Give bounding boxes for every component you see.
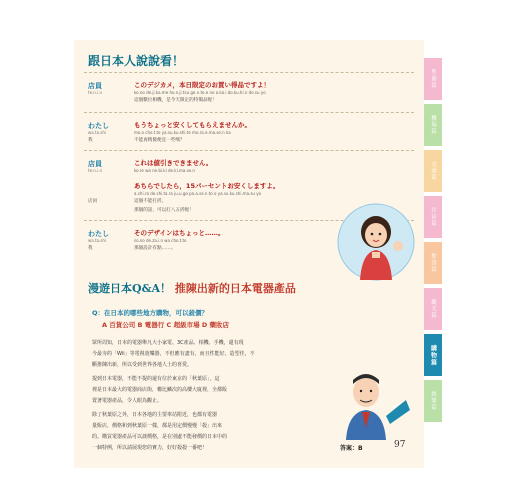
tab-shopping[interactable]: 購物篇 <box>424 334 442 376</box>
page <box>74 40 424 468</box>
quiz-question: Q：在日本的哪些地方購物，可以殺價？ <box>92 309 209 317</box>
qa-title-main: 推陳出新的日本電器產品 <box>174 282 296 295</box>
qa-title-prefix: 漫遊日本Q&A！ <box>88 282 172 295</box>
chinese-line: 這個不能打折。 <box>134 199 167 204</box>
speaker-romaji: te.n.i.n <box>88 168 103 173</box>
romaji-line: a.chi.ra de.shi.ta.ra ju.u.go pa.a.se.n.to o ya.su.ku.shi.ma.su yo <box>134 191 262 196</box>
romaji-line: mo.o cho.t.to ya.su.ku.shi.te mo.ra.e.ma.se.n ka <box>134 130 231 135</box>
speaker-label: わたし <box>88 122 109 130</box>
speaker-label: わたし <box>88 230 109 238</box>
paragraph-line: 賣著電器產品，令人眼為觀止。 <box>92 398 163 404</box>
chinese-line: 不能再稍微便宜一些嗎？ <box>134 138 185 143</box>
tab-dining[interactable]: 飲食篇 <box>424 242 442 284</box>
chinese-line: 這個數位相機，是今天限定的特價品喔！ <box>134 98 217 103</box>
tab-sightseeing[interactable]: 觀光篇 <box>424 288 442 330</box>
speaker-romaji: te.n.i.n <box>88 90 103 95</box>
section-heading: 跟日本人說說看！ <box>88 54 185 68</box>
japanese-line: もうちょっと安くしてもらえませんか。 <box>134 121 251 129</box>
paragraph-line: 一個特例，所以請展現您的實力，好好殺殺一番吧！ <box>92 445 208 451</box>
shop-clerk-illustration <box>336 202 416 286</box>
paragraph-line: 除了秋葉原之外，日本各地的主要車站附近，也都有電器 <box>92 412 218 418</box>
paragraph-line: 的。購買電器產品可以談價格，是在別處不能發價的日本中的 <box>92 434 228 440</box>
paragraph-line: 量販店，價格和到秋葉原一樣，都是用定價慢慢「殺」出來 <box>92 423 223 429</box>
dialog-row <box>84 150 414 213</box>
tab-entertainment[interactable]: 娛樂篇 <box>424 380 442 422</box>
speaker-chinese: 我 <box>88 138 93 143</box>
tab-lodging[interactable]: 住宿篇 <box>424 196 442 238</box>
speaker-label: 店員 <box>88 82 102 90</box>
paragraph-line: 裡是日本最大的電器商店街，櫛比鱗次的高樓大廈裡，全都販 <box>92 387 228 393</box>
page-number: 97 <box>394 440 406 450</box>
romaji-line: ko.re wa ne.bi.ki de.ki.ma.se.n <box>134 168 195 173</box>
romaji-line: so.no de.za.i.n wa cho.t.to <box>134 238 187 243</box>
paragraph-line: 眾所周知，日本的電器舉凡大小家電、3C產品、相機、手機，還有現 <box>92 340 244 346</box>
paragraph-line: 提到日本電器，不能不提的還有位於東京的「秋葉原」，這 <box>92 376 220 382</box>
romaji-line: ko.no de.ji.ka.me ho.n.ji.tsu ge.n.te.e no o.ka.i.do.ku.hi.n de.su yo <box>134 90 266 95</box>
dialog-row <box>84 112 414 143</box>
chinese-line: 那個的話，可以打八五折喔！ <box>134 208 194 213</box>
dialog-row <box>84 72 414 103</box>
paragraph-line: 今最夯的「Wii」等電視遊樂器，不但應有盡有，而且性能好、造型佳，不 <box>92 351 255 357</box>
speaker-label: 店員 <box>88 160 102 168</box>
paragraph-line: 斷推陳出新，所以受到世界各地人士的喜愛。 <box>92 362 193 368</box>
japanese-line: そのデザインはちょっと……。 <box>134 229 225 237</box>
japanese-line: あちらでしたら，15パーセントお安くしますよ。 <box>134 182 280 190</box>
speaker-chinese: 我 <box>88 246 93 251</box>
tab-preparation[interactable]: 準備篇 <box>424 58 442 100</box>
answer-label: 答案：B <box>340 445 363 452</box>
tab-transport[interactable]: 交通篇 <box>424 150 442 192</box>
speaker-chinese: 店員 <box>88 199 98 204</box>
japanese-line: これは値引きできません。 <box>134 159 213 167</box>
speaker-romaji: wa.ta.shi <box>88 130 107 135</box>
japanese-line: このデジカメ，本日限定のお買い得品ですよ！ <box>134 81 270 89</box>
chinese-line: 那個設計有點……。 <box>134 246 176 251</box>
quiz-options: A 百貨公司 B 電器行 C 超級市場 D 藥妝店 <box>102 321 229 329</box>
section-heading <box>88 280 296 296</box>
tab-airport[interactable]: 機場篇 <box>424 104 442 146</box>
speaker-romaji: wa.ta.shi <box>88 238 107 243</box>
salesman-illustration <box>326 370 410 444</box>
